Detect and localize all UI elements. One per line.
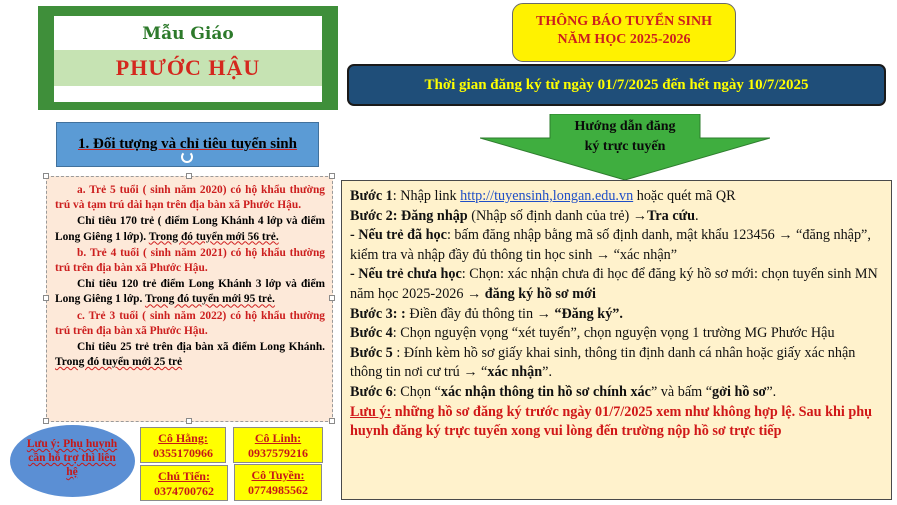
logo-line-1: Mẫu Giáo xyxy=(142,24,234,44)
step-2-tail: Tra cứu xyxy=(646,207,696,224)
enrollment-criteria-box[interactable] xyxy=(46,176,333,422)
criteria-5-years: a. Trẻ 5 tuổi ( sinh năm 2020) có hộ khẩu thường trú và tạm trú dài hạn trên địa bàn xã Phước Hậu. xyxy=(55,184,325,212)
contact-name: Cô Hằng: xyxy=(158,431,208,445)
step-2a-label: - Nếu trẻ đã học xyxy=(350,227,447,244)
resize-handle-bottom[interactable] xyxy=(186,418,192,424)
quota-5-years-text: Chỉ tiêu 170 trẻ ( điểm Long Khánh 4 lớp và điểm Long Giêng 1 lớp). xyxy=(55,215,325,243)
step-5-text: : Đính kèm hồ sơ giấy khai sinh, thông tin định danh cá nhân hoặc giấy xác nhận thông tin nơi cư trú → “ xyxy=(350,344,856,381)
step-6-mid: ” và bấm “ xyxy=(650,383,713,400)
warning-note xyxy=(350,403,883,442)
contact-phone[interactable]: 0355170966 xyxy=(153,446,213,460)
criteria-4-years: b. Trẻ 4 tuổi ( sinh năm 2021) có hộ khẩu thường trú trên địa bàn xã Phước Hậu. xyxy=(55,246,325,275)
guide-title xyxy=(540,117,710,157)
notice-title-box xyxy=(512,3,736,62)
step-6-label: Bước 6 xyxy=(350,383,393,400)
step-3-label: Bước 3: : xyxy=(350,305,406,322)
contact-phone[interactable]: 0774985562 xyxy=(248,483,308,497)
resize-handle-top[interactable] xyxy=(186,173,192,179)
step-5-tail: xác nhận xyxy=(487,364,543,381)
registration-link[interactable]: http://tuyensinh,longan.edu.vn xyxy=(460,188,634,204)
logo-line-2: PHƯỚC HẬU xyxy=(54,50,322,86)
notice-title-line-2: NĂM HỌC 2025-2026 xyxy=(557,32,691,47)
contact-card-linh xyxy=(233,427,323,463)
step-3-tail: “Đăng ký”. xyxy=(554,305,623,322)
step-2a-text: : bấm đăng nhập bằng mã số định danh, mật khẩu 123456 → “đăng nhập”, kiểm tra và nhập đầy đủ thông tin học sinh → “xác nhận” xyxy=(350,227,871,263)
resize-handle-bottom-right[interactable] xyxy=(329,418,335,424)
step-3 xyxy=(350,305,883,325)
step-4 xyxy=(350,324,883,344)
quota-4-years-new: Trong đó tuyển mới 95 trẻ. xyxy=(144,293,275,306)
quota-3-years xyxy=(55,340,325,370)
quota-4-years-text: Chỉ tiêu 120 trẻ điểm Long Khánh 3 lớp và điểm Long Giêng 1 lớp. xyxy=(55,278,325,306)
quota-3-years-new: Trong đó tuyển mới 25 trẻ xyxy=(55,356,183,369)
quota-3-years-text: Chỉ tiêu 25 trẻ trên địa bàn xã điểm Long Khánh. xyxy=(77,341,325,354)
step-2: Bước 2: Đăng nhập (Nhập số định danh của trẻ) →Tra cứu. xyxy=(350,207,699,224)
guide-title-line-1: Hướng dẫn đăng xyxy=(574,119,676,134)
contact-card-hang xyxy=(140,427,226,463)
contact-name: Cô Linh: xyxy=(254,431,302,445)
contact-phone[interactable]: 0937579216 xyxy=(248,446,308,460)
step-1 xyxy=(350,187,883,207)
step-2-text: (Nhập số định danh của trẻ) → xyxy=(467,207,647,224)
step-3-text: Điền đầy đủ thông tin → xyxy=(405,305,555,322)
step-4-text: : Chọn nguyện vọng “xét tuyển”, chọn nguyện vọng 1 trường MG Phước Hậu xyxy=(392,325,835,342)
contact-card-tuyen xyxy=(234,464,322,501)
step-2b-text: : Chọn: xác nhận chưa đi học để đăng ký hồ sơ mới: chọn tuyển sinh MN năm học 2025-2026 → xyxy=(350,266,878,302)
step-1-tail: hoặc quét mã QR xyxy=(633,188,736,204)
step-6-text: : Chọn “ xyxy=(392,383,441,400)
step-1-label: Bước 1 xyxy=(350,188,393,204)
warning-text: những hồ sơ đăng ký trước ngày 01/7/2025 xem như không hợp lệ. Sau khi phụ huynh đăng ký trực tuyến xong vui lòng đến trường nộp hồ sơ trực tiếp xyxy=(350,403,873,440)
step-4-label: Bước 4 xyxy=(350,325,393,342)
school-logo xyxy=(38,6,338,110)
step-6-bold: xác nhận thông tin hồ sơ chính xác xyxy=(440,383,651,400)
resize-handle-right[interactable] xyxy=(329,295,335,301)
rotate-handle-icon[interactable] xyxy=(181,151,193,163)
section-1-title: 1. Đối tượng và chỉ tiêu tuyển sinh xyxy=(77,136,297,152)
quota-4-years xyxy=(55,277,325,307)
resize-handle-left[interactable] xyxy=(43,295,49,301)
notice-title-line-1: THÔNG BÁO TUYỂN SINH xyxy=(536,14,712,29)
logo-panel xyxy=(54,16,322,102)
contact-card-tien xyxy=(140,465,228,501)
contact-note xyxy=(22,437,122,479)
step-1-text: : Nhập link xyxy=(392,188,461,204)
contact-note-text: Lưu ý: Phụ huynh cần hỗ trợ thì liên hệ xyxy=(26,438,118,478)
quota-5-years xyxy=(55,214,325,244)
warning-label: Lưu ý: xyxy=(350,403,392,420)
resize-handle-bottom-left[interactable] xyxy=(43,418,49,424)
step-5 xyxy=(350,344,883,383)
step-2a xyxy=(350,226,883,265)
guide-title-line-2: ký trực tuyến xyxy=(584,139,666,154)
step-6 xyxy=(350,383,883,403)
step-5-end: ”. xyxy=(542,364,553,381)
step-2-bold: : Đăng nhập xyxy=(392,207,468,224)
registration-period-bar: Thời gian đăng ký từ ngày 01/7/2025 đến hết ngày 10/7/2025 xyxy=(347,64,886,106)
step-2b xyxy=(350,265,883,304)
quota-5-years-new: Trong đó tuyển mới 56 trẻ. xyxy=(148,230,279,243)
contact-name: Chú Tiến: xyxy=(158,469,210,483)
step-2b-tail: đăng ký hồ sơ mới xyxy=(484,285,596,302)
resize-handle-top-left[interactable] xyxy=(43,173,49,179)
step-2-label: Bước 2 xyxy=(350,207,393,224)
resize-handle-top-right[interactable] xyxy=(329,173,335,179)
step-5-label: Bước 5 xyxy=(350,344,393,361)
step-6-bold-2: gởi hồ sơ xyxy=(712,383,767,400)
contact-phone[interactable]: 0374700762 xyxy=(154,484,214,498)
criteria-3-years: c. Trẻ 3 tuổi ( sinh năm 2022) có hộ khẩu thường trú trên địa bàn xã Phước Hậu. xyxy=(55,309,325,337)
step-2b-label: - Nếu trẻ chưa học xyxy=(350,266,462,283)
contact-name: Cô Tuyền: xyxy=(251,468,305,482)
step-6-end: ”. xyxy=(766,383,777,400)
registration-steps-box xyxy=(341,180,892,500)
